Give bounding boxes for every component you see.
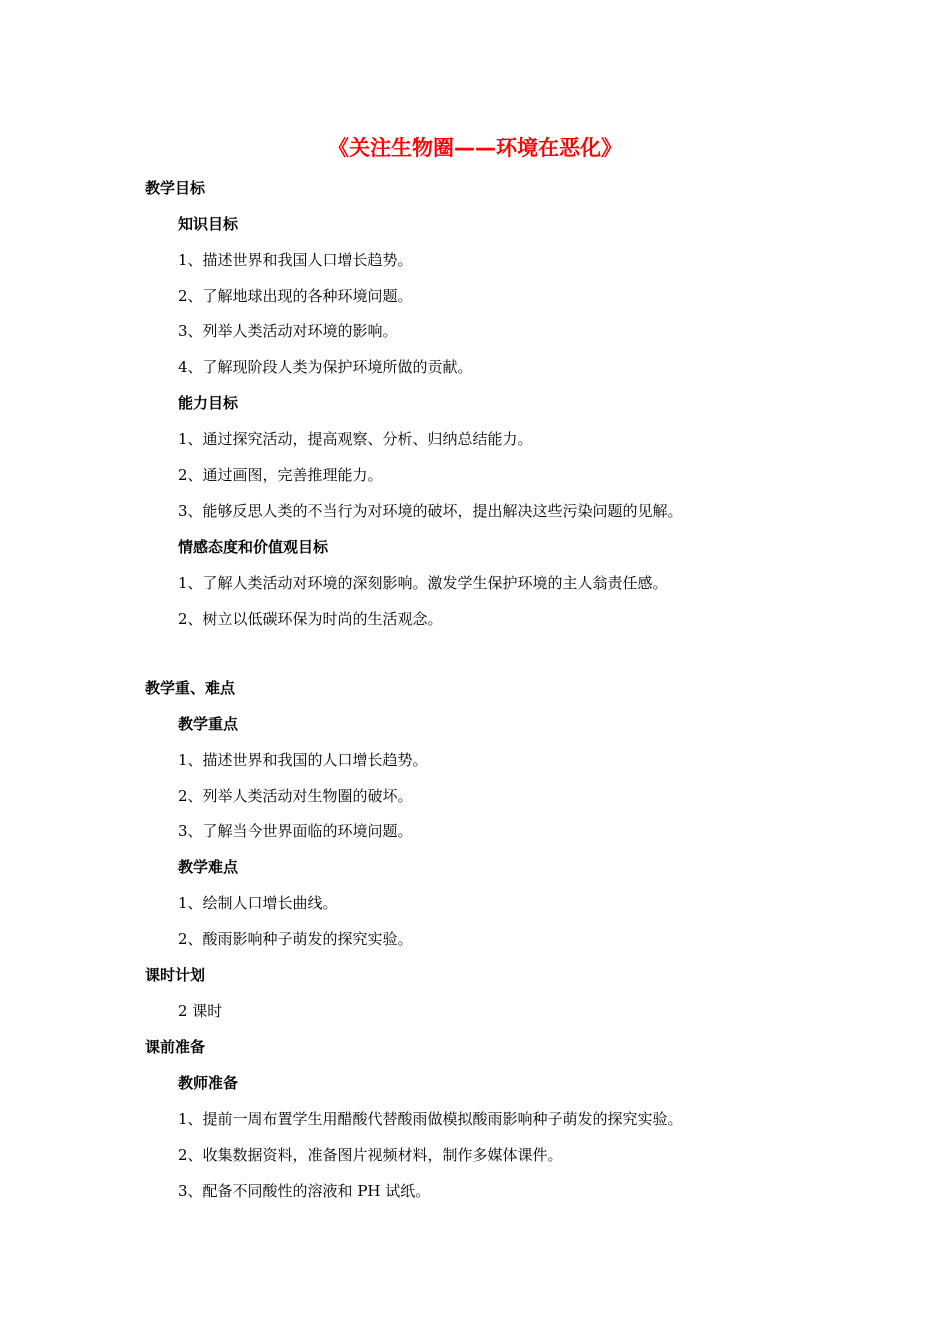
- schedule-value: 2 课时: [178, 1002, 223, 1020]
- section-heading-preparation: 课前准备: [145, 1038, 206, 1056]
- subsection-heading-knowledge: 知识目标: [178, 215, 239, 233]
- subsection-heading-teacher: 教师准备: [178, 1074, 239, 1092]
- subsection-heading-difficulty: 教学难点: [178, 858, 239, 876]
- list-item: 3、配备不同酸性的溶液和 PH 试纸。: [178, 1182, 431, 1200]
- subsection-heading-ability: 能力目标: [178, 394, 239, 412]
- list-item: 1、描述世界和我国的人口增长趋势。: [178, 751, 428, 769]
- list-item: 3、列举人类活动对环境的影响。: [178, 322, 398, 340]
- list-item: 2、收集数据资料，准备图片视频材料，制作多媒体课件。: [178, 1146, 563, 1164]
- subsection-heading-focus: 教学重点: [178, 715, 239, 733]
- section-heading-objectives: 教学目标: [145, 179, 206, 197]
- list-item: 1、通过探究活动，提高观察、分析、归纳总结能力。: [178, 430, 533, 448]
- list-item: 3、了解当今世界面临的环境问题。: [178, 822, 413, 840]
- list-item: 4、了解现阶段人类为保护环境所做的贡献。: [178, 358, 473, 376]
- list-item: 1、提前一周布置学生用醋酸代替酸雨做模拟酸雨影响种子萌发的探究实验。: [178, 1110, 683, 1128]
- list-item: 2、通过画图，完善推理能力。: [178, 466, 383, 484]
- list-item: 2、了解地球出现的各种环境问题。: [178, 287, 413, 305]
- section-heading-key-points: 教学重、难点: [145, 679, 236, 697]
- list-item: 1、了解人类活动对环境的深刻影响。激发学生保护环境的主人翁责任感。: [178, 574, 668, 592]
- section-heading-schedule: 课时计划: [145, 966, 206, 984]
- list-item: 2、酸雨影响种子萌发的探究实验。: [178, 930, 413, 948]
- list-item: 2、树立以低碳环保为时尚的生活观念。: [178, 610, 443, 628]
- list-item: 3、能够反思人类的不当行为对环境的破坏，提出解决这些污染问题的见解。: [178, 502, 683, 520]
- subsection-heading-emotion: 情感态度和价值观目标: [178, 538, 329, 556]
- list-item: 1、绘制人口增长曲线。: [178, 894, 338, 912]
- document-title: 《关注生物圈——环境在恶化》: [328, 136, 622, 160]
- list-item: 1、描述世界和我国人口增长趋势。: [178, 251, 413, 269]
- list-item: 2、列举人类活动对生物圈的破坏。: [178, 787, 413, 805]
